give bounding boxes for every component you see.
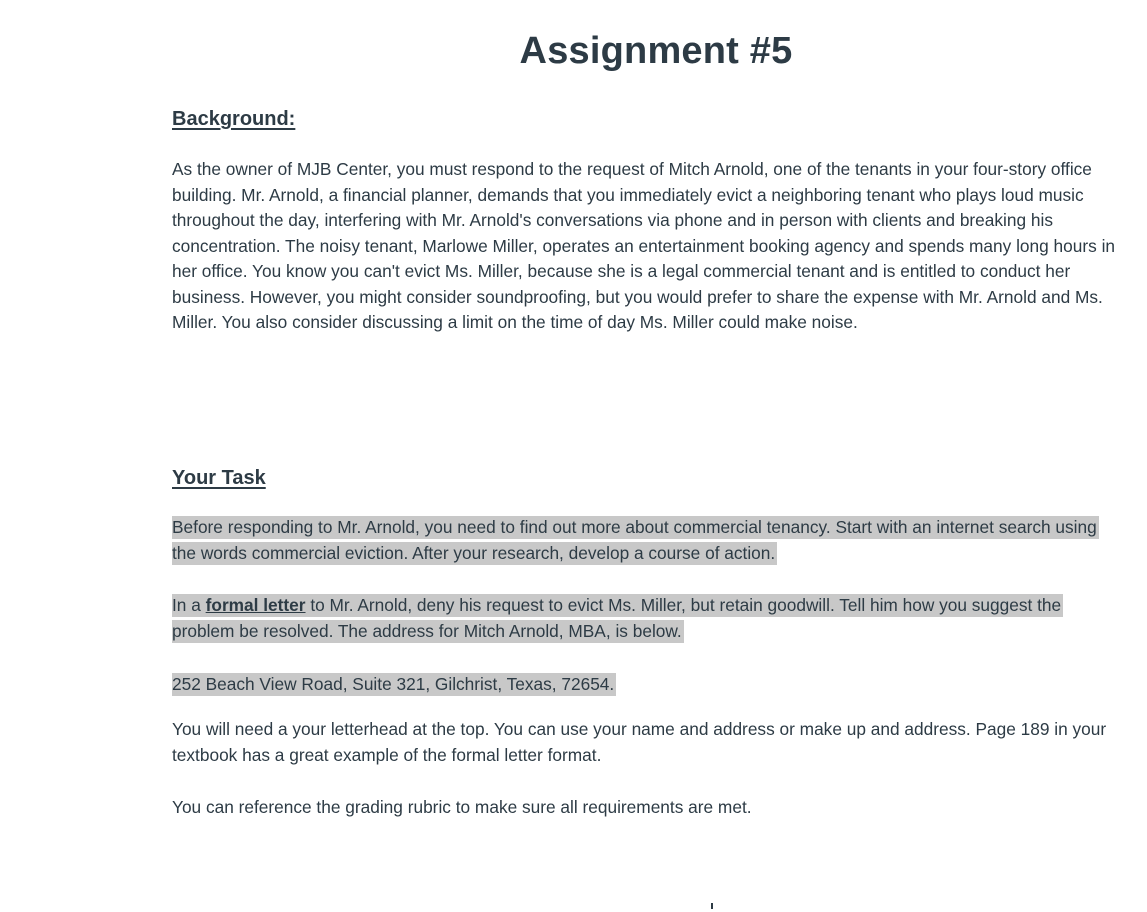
formal-letter-link[interactable]: formal letter — [205, 595, 306, 615]
letter-paragraph — [172, 593, 1127, 644]
research-paragraph — [172, 515, 1102, 566]
address-paragraph — [172, 672, 1140, 698]
address-text: 252 Beach View Road, Suite 321, Gilchrist, Texas, 72654. — [172, 674, 615, 694]
letter-prefix: In a — [172, 595, 206, 615]
letter-suffix: to Mr. Arnold, deny his request to evict Ms. Miller, but retain goodwill. Tell him how you suggest the problem be resolved. The address for Mitch Arnold, MBA, is below. — [172, 595, 1062, 641]
letter-text — [172, 594, 1063, 643]
your-task-heading: Your Task — [172, 467, 266, 489]
rubric-paragraph: You can reference the grading rubric to make sure all requirements are met. — [172, 797, 752, 817]
background-heading: Background: — [172, 108, 296, 130]
background-paragraph: As the owner of MJB Center, you must respond to the request of Mitch Arnold, one of the tenants in your four-story office building. Mr. Arnold, a financial planner, demands that you immediately evict a neighboring tenant who plays loud music throughout the day, interfering with Mr. Arnold's conversations via phone and in person with clients and breaking his concentration. The noisy tenant, Marlowe Miller, operates an entertainment booking agency and spends many long hours in her office. You know you can't evict Ms. Miller, because she is a legal commercial tenant and is entitled to conduct her business. However, you might consider soundproofing, but you would prefer to share the expense with Mr. Arnold and Ms. Miller. You also consider discussing a limit on the time of day Ms. Miller could make noise. — [172, 159, 1116, 332]
research-text: Before responding to Mr. Arnold, you need to find out more about commercial tenancy. Start with an internet search using the words commercial eviction. After your research, develop a course of action. — [172, 517, 1097, 563]
page-mark — [711, 903, 713, 909]
page-title: Assignment #5 — [519, 30, 793, 72]
letterhead-paragraph: You will need a your letterhead at the top. You can use your name and address or make up and address. Page 189 in your textbook has a great example of the formal letter format. — [172, 719, 1107, 765]
